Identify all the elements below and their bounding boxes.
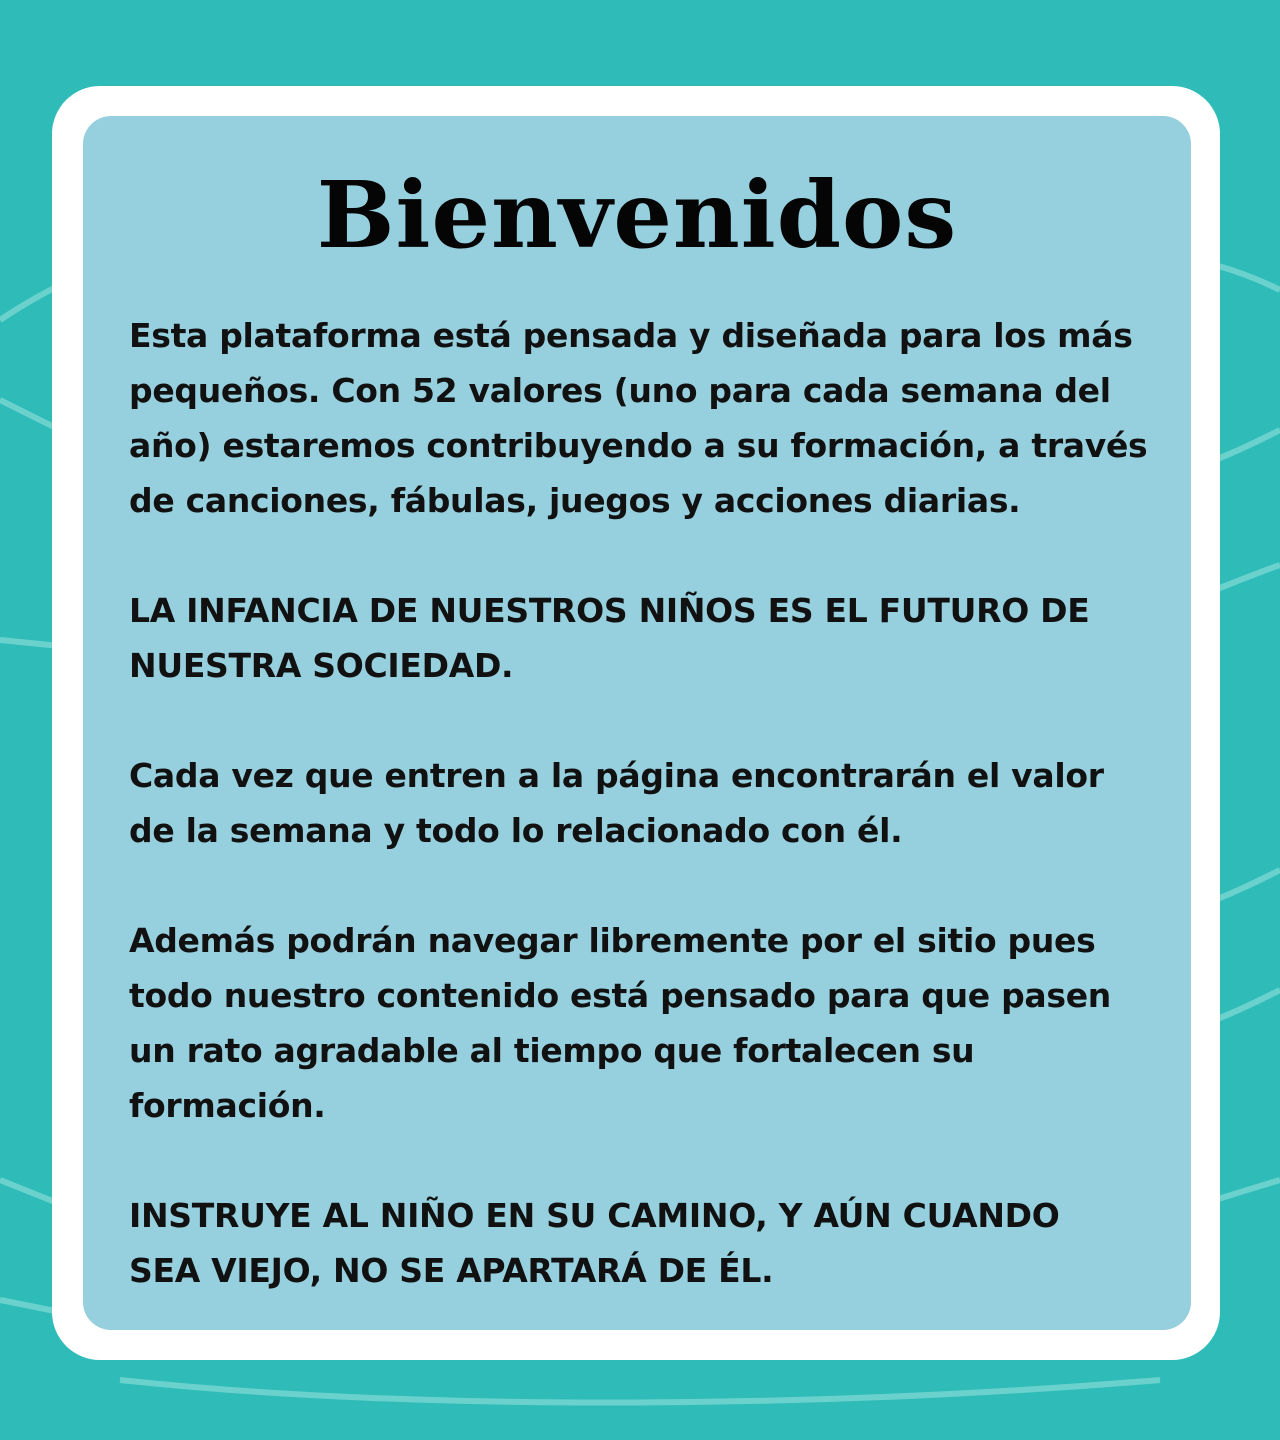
weekly-value-paragraph: Cada vez que entren a la página encontrarán el valor de la semana y todo lo relacionado con él. bbox=[129, 756, 1104, 850]
proverb-paragraph: INSTRUYE AL NIÑO EN SU CAMINO, Y AÚN CUANDO SEA VIEJO, NO SE APARTARÁ DE ÉL. bbox=[129, 1196, 1060, 1290]
motto-paragraph: LA INFANCIA DE NUESTROS NIÑOS ES EL FUTURO DE NUESTRA SOCIEDAD. bbox=[129, 591, 1090, 685]
intro-paragraph: Esta plataforma está pensada y diseñada para los más pequeños. Con 52 valores (uno para cada semana del año) estaremos contribuyendo a su formación, a través de canciones, fábulas, juegos y acciones diarias. bbox=[129, 316, 1148, 520]
page-title: Bienvenidos bbox=[316, 161, 958, 269]
navigation-paragraph: Además podrán navegar libremente por el sitio pues todo nuestro contenido está pensado para que pasen un rato agradable al tiempo que fortalecen su formación. bbox=[129, 921, 1111, 1125]
welcome-card bbox=[83, 116, 1191, 1330]
